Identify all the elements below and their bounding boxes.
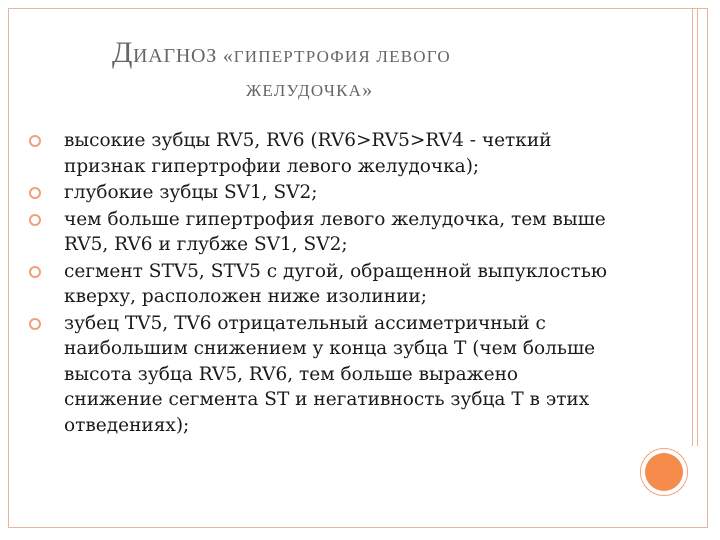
slide-title-initial: Д (112, 36, 133, 69)
slide-title-line-1 (112, 36, 632, 71)
list-item (28, 259, 618, 310)
list-item (28, 311, 618, 439)
decorative-side-rail (692, 8, 698, 446)
slide-title-word: ИАГНОЗ « (132, 45, 234, 67)
list-item-text: сегмент STV5, STV5 с дугой, обращенной выпуклостью кверху, расположен ниже изолинии; (64, 260, 608, 307)
bullet-list (28, 128, 618, 439)
list-item (28, 128, 618, 179)
list-item (28, 180, 618, 206)
list-item-text: высокие зубцы RV5, RV6 (RV6>RV5>RV4 - четкий признак гипертрофии левого желудочка); (64, 130, 552, 177)
slide-title-close-quote: » (362, 78, 373, 101)
slide-title-caps-2: ЖЕЛУДОЧКА (246, 80, 363, 100)
slide-title (112, 36, 632, 102)
ring-bullet-icon (28, 134, 42, 148)
decorative-orange-circle-fill (645, 453, 683, 491)
ring-bullet-icon (28, 213, 42, 227)
list-item (28, 207, 618, 258)
list-item-text: чем больше гипертрофия левого желудочка, тем выше RV5, RV6 и глубже SV1, SV2; (64, 208, 606, 255)
list-item-text: зубец TV5, TV6 отрицательный ассиметричный с наибольшим снижением у конца зубца T (чем больше высота зубца RV5, RV6, тем больше выражено снижение сегмента ST и негативность зубца T в этих отведениях); (64, 312, 596, 436)
slide-title-line-2 (112, 79, 632, 102)
slide-title-caps-1: ГИПЕРТРОФИЯ ЛЕВОГО (233, 47, 451, 66)
decorative-orange-circle (640, 448, 688, 496)
list-item-text: глубокие зубцы SV1, SV2; (64, 182, 318, 203)
ring-bullet-icon (28, 186, 42, 200)
ring-bullet-icon (28, 317, 42, 331)
ring-bullet-icon (28, 265, 42, 279)
